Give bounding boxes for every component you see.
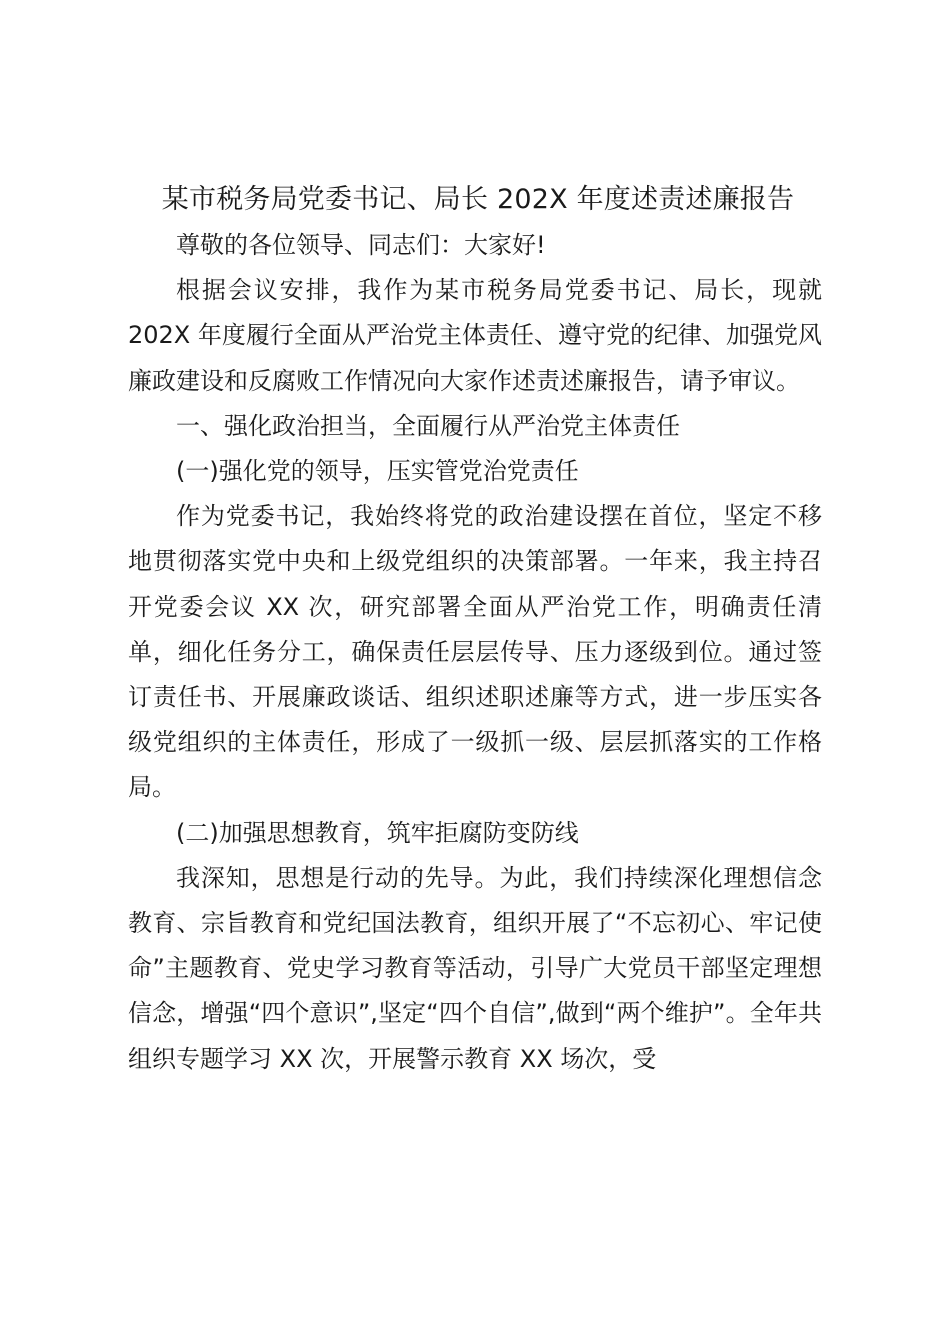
subsection-heading-1: (一)强化党的领导，压实管党治党责任 bbox=[176, 457, 579, 486]
subsection-heading-2: (二)加强思想教育，筑牢拒腐防变防线 bbox=[176, 818, 579, 847]
salutation-paragraph: 尊敬的各位领导、同志们：大家好! bbox=[176, 231, 546, 259]
document-title: 某市税务局党委书记、局长 202X 年度述责述廉报告 bbox=[161, 184, 795, 215]
intro-paragraph: 根据会议安排，我作为某市税务局党委书记、局长，现就 202X 年度履行全面从严治党主体责任、遵守党的纪律、加强党风廉政建设和反腐败工作情况向大家作述责述廉报告，请予审议。 bbox=[128, 276, 822, 395]
body-paragraph-1: 作为党委书记，我始终将党的政治建设摆在首位，坚定不移地贯彻落实党中央和上级党组织的决策部署。一年来，我主持召开党委会议 XX 次，研究部署全面从严治党工作，明确责任清单，细化任务分工，确保责任层层传导、压力逐级到位。通过签订责任书、开展廉政谈话、组织述职述廉等方式，进一步压实各级党组织的主体责任，形成了一级抓一级、层层抓落实的工作格局。 bbox=[128, 502, 822, 802]
document-body bbox=[128, 223, 822, 1082]
section-heading-1: 一、强化政治担当，全面履行从严治党主体责任 bbox=[176, 411, 680, 440]
body-paragraph-2: 我深知，思想是行动的先导。为此，我们持续深化理想信念教育、宗旨教育和党纪国法教育，组织开展了“不忘初心、牢记使命”主题教育、党史学习教育等活动，引导广大党员干部坚定理想信念，增强“四个意识”,坚定“四个自信”,做到“两个维护”。全年共组织专题学习 XX 次，开展警示教育 XX 场次，受 bbox=[128, 863, 822, 1073]
